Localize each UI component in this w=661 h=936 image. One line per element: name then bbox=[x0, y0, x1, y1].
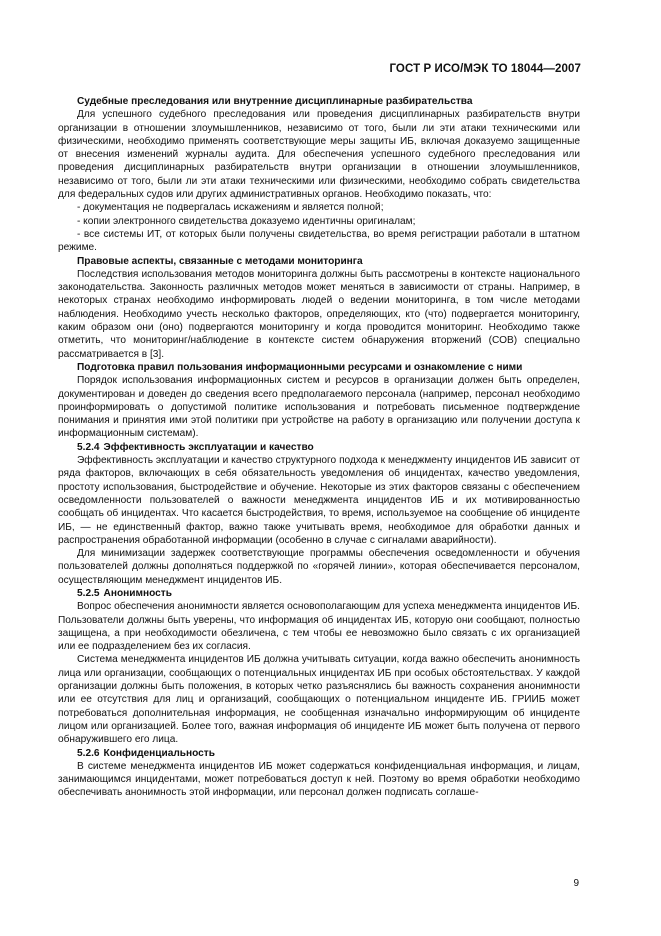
heading-legal-aspects: Правовые аспекты, связанные с методами мониторинга bbox=[77, 255, 363, 267]
section-number: 5.2.4 bbox=[77, 441, 100, 453]
heading-5-2-6 bbox=[58, 747, 580, 760]
paragraph: Вопрос обеспечения анонимности является основополагающим для успеха менеджмента инцидентов ИБ. Пользователи должны быть уверены, что информация об инцидентах ИБ, которую они сообщают, полностью защищена, а при необходимости обезличена, с тем чтобы ее невозможно было связать с их организацией или ее подразделением без их согласия. bbox=[58, 601, 580, 653]
paragraph: Порядок использования информационных систем и ресурсов в организации должен быть определен, документирован и доведен до сведения всего предполагаемого персонала (например, персонал необходимо проинформировать о допустимой политике использования и потребовать письменное подтверждение понимания и принятия ими этой политики при устройстве на работу в организацию или получении доступа к информационным системам). bbox=[58, 375, 580, 440]
standard-header: ГОСТ Р ИСО/МЭК ТО 18044—2007 bbox=[389, 63, 581, 75]
paragraph: Для успешного судебного преследования или проведения дисциплинарных разбирательств внутри организации в отношении злоумышленников, независимо от того, были ли эти атаки техническими или физическими, необходимо применять соответствующие меры защиты ИБ, включая доказуемо защищенные от внесения изменений журналы аудита. Для обеспечения успешного судебного преследования или проведения дисциплинарных разбирательств внутри организации в отношении злоумышленников, независимо от того, были ли эти атаки техническими или физическими, необходимо собрать свидетельства для федеральных судов или других административных органов. Необходимо показать, что: bbox=[58, 109, 580, 201]
section-title: Анонимность bbox=[103, 587, 172, 599]
paragraph: Последствия использования методов мониторинга должны быть рассмотрены в контексте национального законодательства. Законность различных методов может меняться в зависимости от страны. Например, в некоторых странах необходимо информировать людей о ведении мониторинга, в том числе методами наблюдения. Необходимо учесть несколько факторов, определяющих, кто (что) подвергается мониторингу, каким образом они (оно) подвергаются мониторингу и когда проводится мониторинг. Необходимо также отметить, что мониторинг/наблюдение в контексте систем обнаружения вторжений (СОВ) специально рассматривается в [3]. bbox=[58, 268, 580, 360]
paragraph: Система менеджмента инцидентов ИБ должна учитывать ситуации, когда важно обеспечить анонимность лица или организации, сообщающих о потенциальных инцидентах ИБ при особых обстоятельствах. У каждой организации должны быть положения, в которых четко разъяснялись бы важность сохранения анонимности или ее отсутствия для лиц и организаций, сообщающих о потенциальном инциденте ИБ. ГРИИБ может потребоваться дополнительная информация, не сообщенная изначально информирующим об инциденте лицом или организацией. Более того, важная информация об инциденте ИБ может быть получена от первого обнаружившего его лица. bbox=[58, 654, 580, 746]
heading-prosecution: Судебные преследования или внутренние дисциплинарные разбирательства bbox=[77, 96, 473, 107]
paragraph: Для минимизации задержек соответствующие программы обеспечения осведомленности и обучения пользователей должны дополняться поддержкой по «горячей линии», которая обеспечивается персоналом, осуществляющим менеджмент инцидентов ИБ. bbox=[58, 548, 580, 586]
section-number: 5.2.5 bbox=[77, 587, 100, 599]
section-title: Конфиденциальность bbox=[103, 747, 215, 759]
section-title: Эффективность эксплуатации и качество bbox=[103, 441, 314, 453]
list-item: - все системы ИТ, от которых были получены свидетельства, во время регистрации работали в штатном режиме. bbox=[58, 228, 580, 254]
list-item: - копии электронного свидетельства доказуемо идентичны оригиналам; bbox=[77, 215, 416, 227]
page-number: 9 bbox=[573, 878, 579, 889]
list-item: - документация не подвергалась искажениям и является полной; bbox=[77, 202, 384, 214]
document-body bbox=[58, 95, 580, 800]
heading-5-2-5 bbox=[58, 587, 580, 600]
paragraph: В системе менеджмента инцидентов ИБ может содержаться конфиденциальная информация, и лицам, занимающимся инцидентами, может потребоваться доступ к ней. Поэтому во время обработки необходимо обеспечивать анонимность этой информации, или персонал должен подписать соглаше- bbox=[58, 760, 580, 799]
paragraph: Эффективность эксплуатации и качество структурного подхода к менеджменту инцидентов ИБ зависит от ряда факторов, включающих в себя обязательность уведомления об инцидентах, качество уведомления, простоту использования, быстродействие и обучение. Некоторые из этих факторов связаны с обеспечением осведомленности пользователей о важности менеджмента инцидентов ИБ и их мотивированностью сообщать об инцидентах. Что касается быстродействия, то время, используемое на сообщение об инциденте ИБ, — не единственный фактор, важно также учитывать время, необходимое для обработки данных и распространения обработанной информации (особенно в случае с сигналами аварийности). bbox=[58, 455, 580, 546]
section-number: 5.2.6 bbox=[77, 747, 100, 759]
heading-usage-rules: Подготовка правил пользования информационными ресурсами и ознакомление с ними bbox=[77, 361, 523, 373]
heading-5-2-4 bbox=[58, 441, 580, 454]
